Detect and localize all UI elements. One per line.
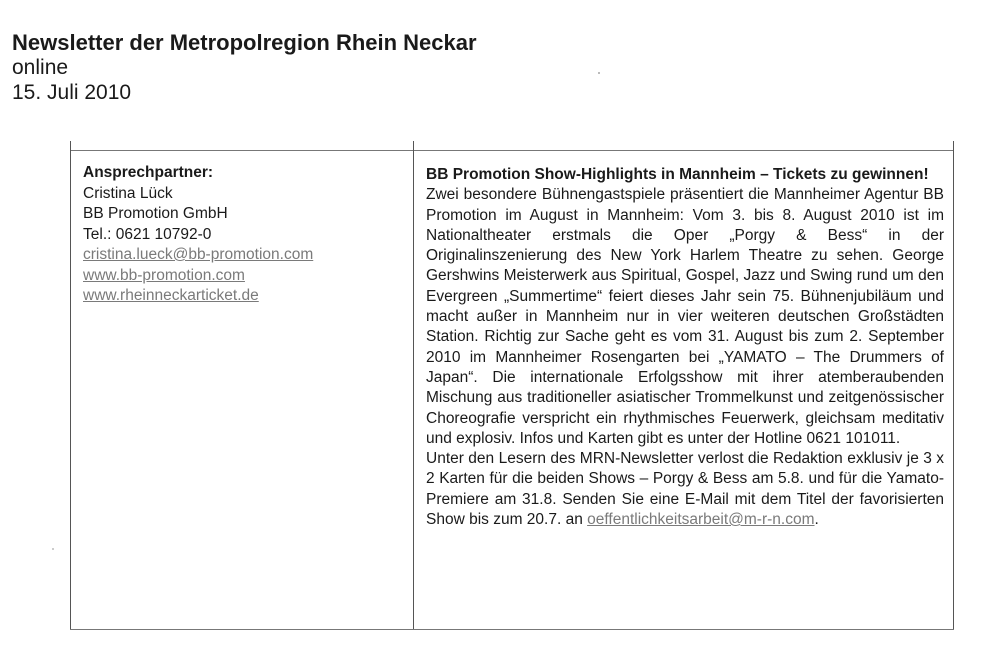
article-paragraph-2 — [426, 449, 944, 530]
article-heading: BB Promotion Show-Highlights in Mannheim – Tickets zu gewinnen! — [426, 166, 929, 183]
table-border-middle — [413, 141, 414, 629]
contact-company: BB Promotion GmbH — [83, 205, 228, 222]
page-title: Newsletter der Metropolregion Rhein Neckar — [12, 30, 477, 55]
contact-label: Ansprechpartner: — [83, 164, 214, 181]
page-header — [12, 30, 477, 105]
table-border-right — [953, 141, 954, 629]
article-column — [426, 165, 944, 530]
contact-phone: Tel.: 0621 10792-0 — [83, 225, 212, 243]
table-border-left — [70, 141, 71, 629]
contact-email-link[interactable]: cristina.lueck@bb-promotion.com — [83, 246, 314, 263]
article-paragraph-1: Zwei besondere Bühnengastspiele präsentiert die Mannheimer Agentur BB Promotion im August in Mannheim: Vom 3. bis 8. August 2010 ist im Nationaltheater erstmals die Oper „Porgy & Bess“ in der Originalinszenierung des New York Harlem Theatre zu sehen. George Gershwins Meisterwerk aus Spiritual, Gospel, Jazz und Swing rund um den Evergreen „Summertime“ feiert dieses Jahr sein 75. Bühnenjubiläum und macht außer in Mannheim nur in vier weiteren deutschen Großstädten Station. Richtig zur Sache geht es vom 31. August bis zum 2. September 2010 im Mannheimer Rosengarten bei „YAMATO – The Drummers of Japan“. Die internationale Erfolgsshow mit ihrer atemberaubenden Mischung aus traditioneller asiatischer Trommelkunst und zeitgenössischer Choreografie verspricht ein rhythmisches Feuerwerk, gleichsam meditativ und explosiv. Infos und Karten gibt es unter der Hotline 0621 101011. — [426, 186, 944, 447]
scan-speck — [598, 72, 600, 74]
article-email-suffix: . — [814, 511, 819, 529]
contact-name: Cristina Lück — [83, 184, 173, 202]
page-subtitle: online — [12, 56, 69, 79]
article-email-link[interactable]: oeffentlichkeitsarbeit@m-r-n.com — [587, 511, 815, 529]
page-date: 15. Juli 2010 — [12, 81, 132, 104]
article-paragraph-2-text: Unter den Lesern des MRN-Newsletter verlost die Redaktion exklusiv je 3 x 2 Karten für die beiden Shows – Porgy & Bess am 5.8. und für die Yamato-Premiere am 31.8. Senden Sie eine E-Mail mit dem Titel der favorisierten Show bis zum 20.7. an — [426, 450, 944, 529]
contact-column — [83, 163, 403, 307]
website-link-bb-promotion[interactable]: www.bb-promotion.com — [83, 266, 245, 284]
content-table — [70, 150, 954, 630]
scan-speck — [52, 548, 54, 550]
website-link-rheinneckarticket[interactable]: www.rheinneckarticket.de — [83, 287, 259, 304]
